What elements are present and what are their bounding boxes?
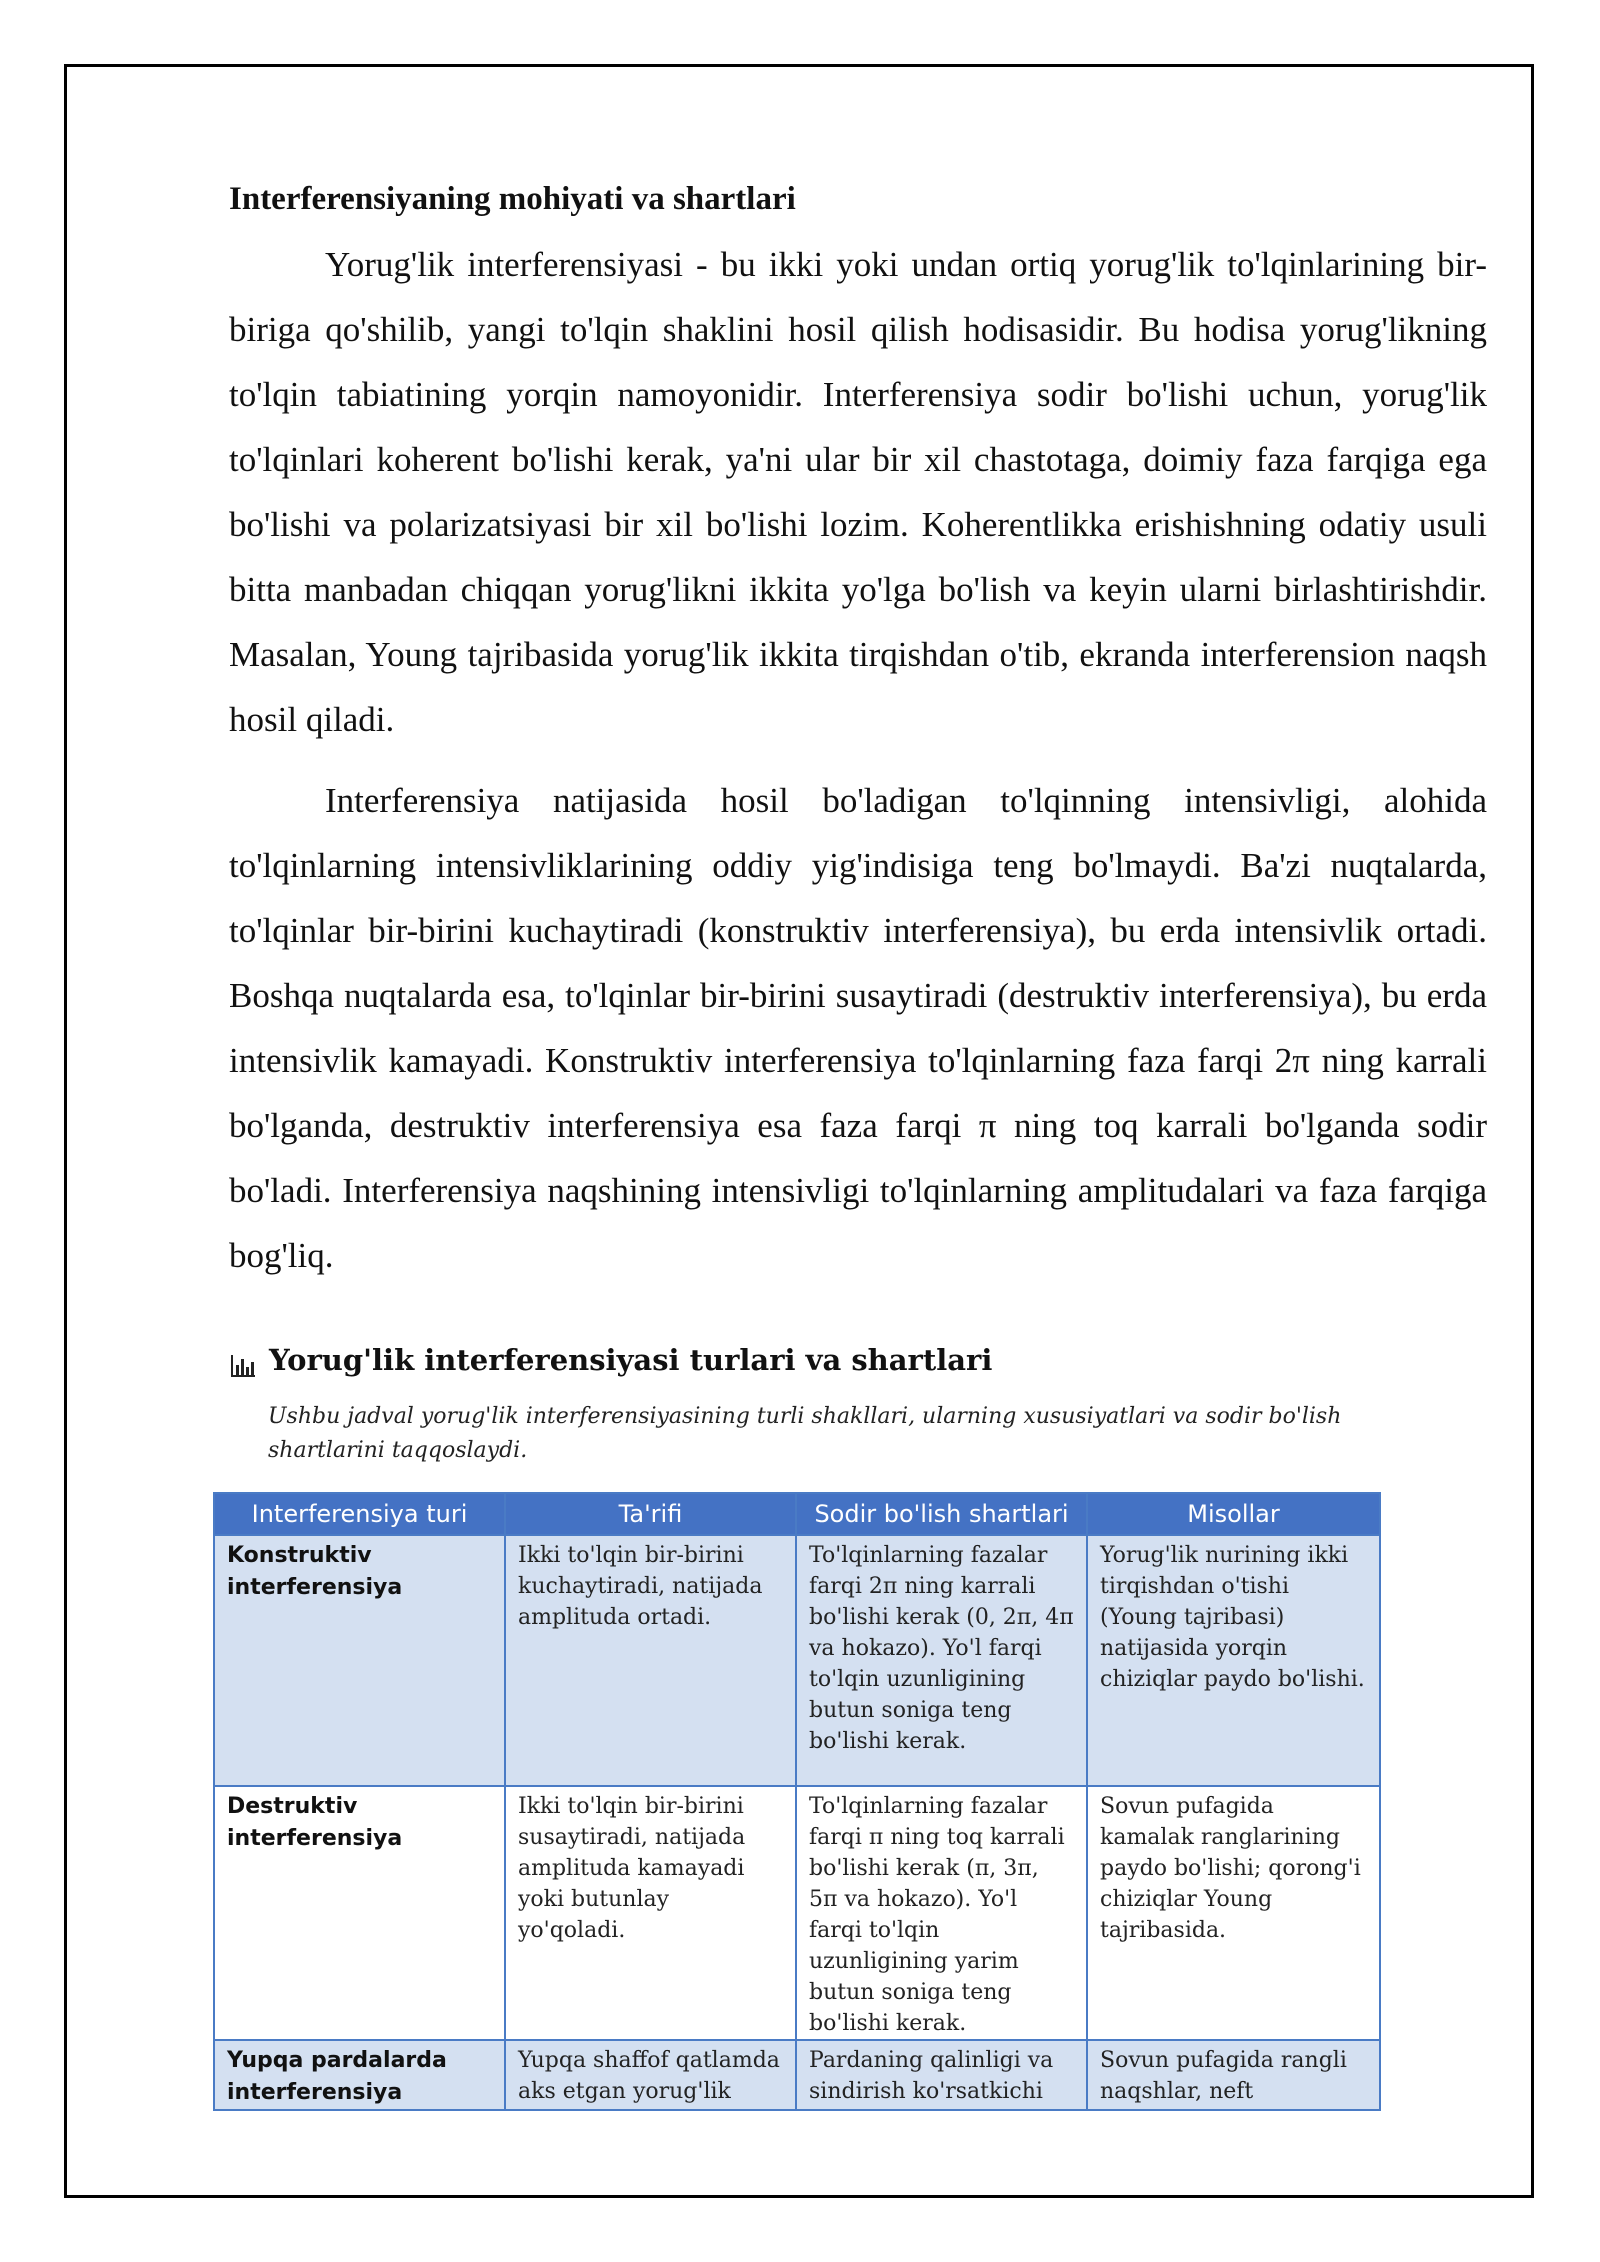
table-cell-definition: Ikki to'lqin bir-birini kuchaytiradi, natijada amplituda ortadi. — [505, 1535, 796, 1786]
table-cell-examples: Sovun pufagida rangli naqshlar, neft — [1087, 2040, 1380, 2110]
table-cell-examples: Sovun pufagida kamalak ranglarining paydo bo'lishi; qorong'i chiziqlar Young tajribasida. — [1087, 1786, 1380, 2040]
table-description: Ushbu jadval yorug'lik interferensiyasining turli shakllari, ularning xususiyatlari va sodir bo'lish shartlarini taqqoslaydi. — [268, 1404, 1342, 1463]
bar-chart-icon — [229, 1347, 257, 1373]
table-cell-definition: Yupqa shaffof qatlamda aks etgan yorug'lik — [505, 2040, 796, 2110]
table-caption — [229, 1338, 1429, 1382]
table-cell-conditions: To'lqinlarning fazalar farqi π ning toq karrali bo'lishi kerak (π, 3π, 5π va hokazo). Yo'l farqi to'lqin uzunligining yarim butun soniga teng bo'lishi kerak. — [796, 1786, 1087, 2040]
table-header-row — [214, 1493, 1380, 1535]
column-header: Misollar — [1087, 1493, 1380, 1535]
table-cell-definition: Ikki to'lqin bir-birini susaytiradi, natijada amplituda kamayadi yoki butunlay yo'qoladi. — [505, 1786, 796, 2040]
column-header: Ta'rifi — [505, 1493, 796, 1535]
table-cell-conditions: Pardaning qalinligi va sindirish ko'rsatkichi — [796, 2040, 1087, 2110]
table-row — [214, 1535, 1380, 1786]
table-cell-examples: Yorug'lik nurining ikki tirqishdan o'tishi (Young tajribasi) natijasida yorqin chiziqlar paydo bo'lishi. — [1087, 1535, 1380, 1786]
table-row — [214, 1786, 1380, 2040]
table-cell-conditions: To'lqinlarning fazalar farqi 2π ning karrali bo'lishi kerak (0, 2π, 4π va hokazo). Yo'l farqi to'lqin uzunligining butun soniga teng bo'lishi kerak. — [796, 1535, 1087, 1786]
document-body — [229, 170, 1487, 1304]
column-header: Sodir bo'lish shartlari — [796, 1493, 1087, 1535]
table-cell-type: Destruktiv interferensiya — [214, 1786, 505, 2040]
section-heading: Interferensiyaning mohiyati va shartlari — [229, 181, 796, 217]
column-header: Interferensiya turi — [214, 1493, 505, 1535]
table-title: Yorug'lik interferensiyasi turlari va shartlari — [269, 1343, 993, 1377]
table-row — [214, 2040, 1380, 2110]
paragraph-2: Interferensiya natijasida hosil bo'ladigan to'lqinning intensivligi, alohida to'lqinlarning intensivliklarining oddiy yig'indisiga teng bo'lmaydi. Ba'zi nuqtalarda, to'lqinlar bir-birini kuchaytiradi (konstruktiv interferensiya), bu erda intensivlik ortadi. Boshqa nuqtalarda esa, to'lqinlar bir-birini susaytiradi (destruktiv interferensiya), bu erda intensivlik kamayadi. Konstruktiv interferensiya to'lqinlarning faza farqi 2π ning karrali bo'lganda, destruktiv interferensiya esa faza farqi π ning toq karrali bo'lganda sodir bo'ladi. Interferensiya naqshining intensivligi to'lqinlarning amplitudalari va faza farqiga bog'liq. — [229, 781, 1487, 1275]
paragraph-1: Yorug'lik interferensiyasi - bu ikki yoki undan ortiq yorug'lik to'lqinlarining bir-biriga qo'shilib, yangi to'lqin shaklini hosil qilish hodisasidir. Bu hodisa yorug'likning to'lqin tabiatining yorqin namoyonidir. Interferensiya sodir bo'lishi uchun, yorug'lik to'lqinlari koherent bo'lishi kerak, ya'ni ular bir xil chastotaga, doimiy faza farqiga ega bo'lishi va polarizatsiyasi bir xil bo'lishi lozim. Koherentlikka erishishning odatiy usuli bitta manbadan chiqqan yorug'likni ikkita yo'lga bo'lish va keyin ularni birlashtirishdir. Masalan, Young tajribasida yorug'lik ikkita tirqishdan o'tib, ekranda interferension naqsh hosil qiladi. — [229, 245, 1487, 739]
table-cell-type: Konstruktiv interferensiya — [214, 1535, 505, 1786]
interference-table — [213, 1492, 1381, 2111]
table-cell-type: Yupqa pardalarda interferensiya — [214, 2040, 505, 2110]
